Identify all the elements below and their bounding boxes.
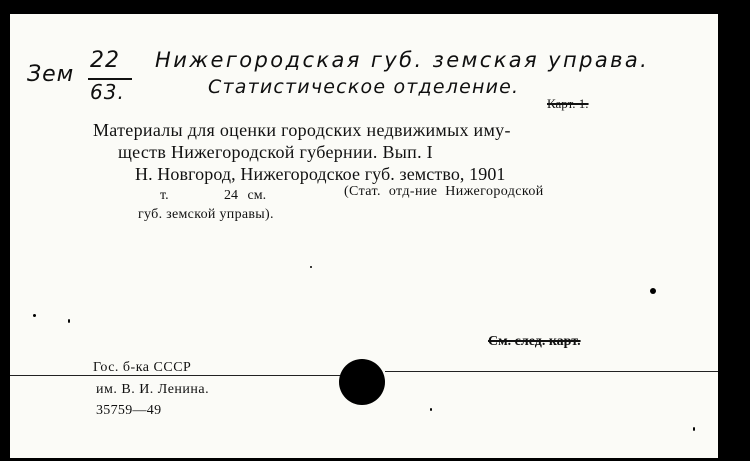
- handwritten-line-1: Нижегородская губ. земская управа.: [155, 48, 650, 72]
- scan-speck: [68, 319, 70, 323]
- handwritten-line-2: Статистическое отделение.: [208, 76, 520, 98]
- rule-right: [385, 371, 718, 372]
- scan-speck: [430, 408, 432, 411]
- punch-hole: [339, 359, 385, 405]
- handwritten-prefix: Зем: [27, 62, 75, 87]
- catalog-card: [10, 14, 718, 458]
- library-stamp-line-3: 35759—49: [96, 403, 162, 418]
- description-line-1: Материалы для оценки городских недвижимых иму-: [93, 120, 511, 140]
- description-line-2: ществ Нижегородской губернии. Вып. I: [118, 142, 433, 162]
- description-volume: т.: [160, 188, 169, 203]
- library-stamp-line-2: им. В. И. Ленина.: [96, 382, 210, 397]
- handwritten-denominator: 63.: [90, 80, 125, 104]
- description-size: 24 см.: [224, 188, 267, 203]
- scan-speck: [650, 288, 656, 294]
- description-series: (Стат. отд-ние Нижегородской: [344, 184, 544, 199]
- scan-speck: [310, 266, 312, 268]
- description-line-3: Н. Новгород, Нижегородское губ. земство, 1901: [135, 164, 506, 184]
- scan-speck: [33, 314, 36, 317]
- next-card-reference: См. след. карт.: [488, 334, 581, 349]
- description-line-5: губ. земской управы).: [138, 207, 274, 222]
- card-number: Карт. 1.: [547, 96, 589, 111]
- handwritten-numerator: 22: [90, 48, 120, 73]
- library-stamp-line-1: Гос. б-ка СССР: [93, 360, 192, 375]
- scan-speck: [693, 427, 695, 431]
